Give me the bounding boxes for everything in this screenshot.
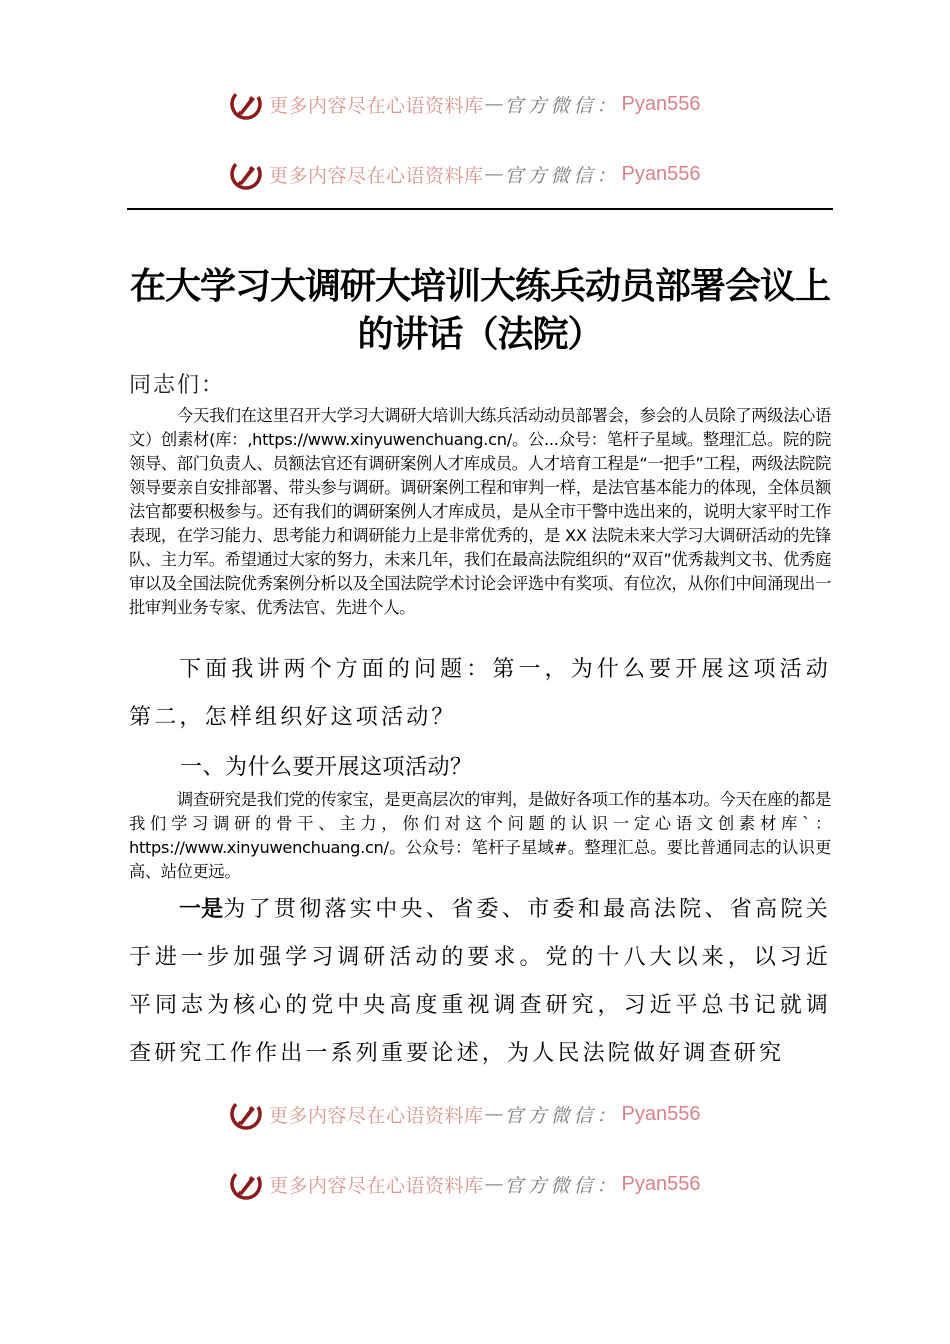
watermark-site-text: 更多内容尽在心语资料库 <box>269 164 484 187</box>
outline-paragraph: 下面我讲两个方面的问题：第一，为什么要开展这项活动第二，怎样组织好这项活动？ <box>129 657 831 730</box>
watermark-dash: — <box>484 163 504 185</box>
point-one-lead: 一是 <box>179 897 224 922</box>
intro-paragraph: 今天我们在这里召开大学习大调研大培训大练兵活动动员部署会，参会的人员除了两级法心语文）创素材(库：,https://www.xinyuwenchuang.cn/。公...众号：笔杆子星域。整理汇总。院的院领导、部门负责人、员额法官还有调研案例人才库成员。人才培育工程是“一把手”工程，两级法院院领导要亲自安排部署、带头参与调研。调研案例工程和审判一样，是法官基本能力的体现，全体员额法官都要积极参与。还有我们的调研案例人才库成员，是从全市干警中选出来的，说明大家平时工作表现，在学习能力、思考能力和调研能力上是非常优秀的，是 XX 法院未来大学习大调研活动的先锋队、主力军。希望通过大家的努力，未来几年，我们在最高法院组织的“双百”优秀裁判文书、优秀庭审以及全国法院优秀案例分析以及全国法院学术讨论会评选中有奖项、有位次，从你们中间涌现出一批审判业务专家、优秀法官、先进个人。 <box>129 406 831 617</box>
research-paragraph: 调查研究是我们党的传家宝，是更高层次的审判，是做好各项工作的基本功。今天在座的都是我们学习调研的骨干、主力，你们对这个问题的认识一定心语文创素材库`：https://www.xinyuwenchuang.cn/。公众号：笔杆子星域#。整理汇总。要比普通同志的认识更高、站位更远。 <box>129 790 831 881</box>
watermark-banner <box>229 1094 701 1134</box>
quill-pen-logo-icon <box>229 157 263 191</box>
watermark-wechat-id: Pyan556 <box>621 162 701 185</box>
document-title: 在大学习大调研大培训大练兵动员部署会议上的讲话（法院） <box>129 265 830 356</box>
watermark-official-label: 官方微信： <box>504 1174 620 1197</box>
watermark-site-text: 更多内容尽在心语资料库 <box>269 1174 484 1197</box>
quill-pen-logo-icon <box>229 87 263 121</box>
watermark-banner <box>229 1164 701 1204</box>
watermark-site-text: 更多内容尽在心语资料库 <box>269 1104 484 1127</box>
section-heading: 一、为什么要开展这项活动？ <box>180 755 473 780</box>
watermark-official-label: 官方微信： <box>504 1104 620 1127</box>
header-divider <box>127 208 833 210</box>
watermark-official-label: 官方微信： <box>504 164 620 187</box>
point-one-paragraph <box>129 886 831 1078</box>
watermark-wechat-id: Pyan556 <box>621 1102 701 1125</box>
watermark-wechat-id: Pyan556 <box>621 1172 701 1195</box>
salutation: 同志们： <box>129 373 226 398</box>
watermark-dash: — <box>484 93 504 115</box>
point-one-body: 为了贯彻落实中央、省委、市委和最高法院、省高院关于进一步加强学习调研活动的要求。党的十八大以来，以习近平同志为核心的党中央高度重视调查研究，习近平总书记就调查研究工作作出一系列重要论述，为人民法院做好调查研究 <box>129 897 831 1066</box>
watermark-dash: — <box>484 1173 504 1195</box>
quill-pen-logo-icon <box>229 1097 263 1131</box>
watermark-wechat-id: Pyan556 <box>621 92 701 115</box>
quill-pen-logo-icon <box>229 1167 263 1201</box>
watermark-banner <box>229 154 701 194</box>
watermark-dash: — <box>484 1103 504 1125</box>
watermark-site-text: 更多内容尽在心语资料库 <box>269 94 484 117</box>
watermark-official-label: 官方微信： <box>504 94 620 117</box>
watermark-banner <box>229 84 701 124</box>
